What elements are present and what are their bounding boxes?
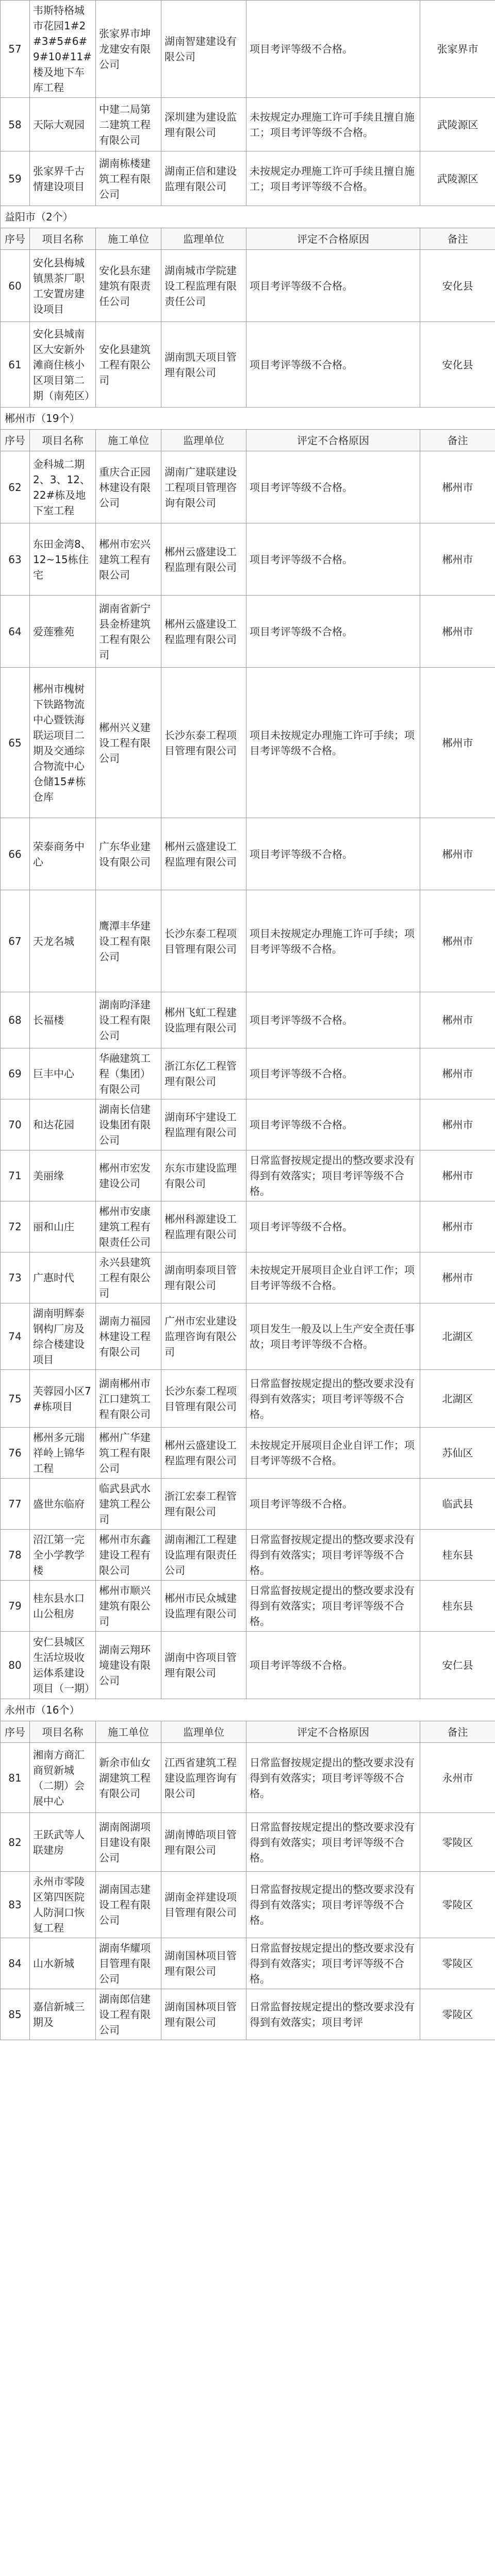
remark-cell: 武陵源区 (420, 151, 495, 206)
table-row (1, 1989, 495, 2040)
remark-cell: 零陵区 (420, 1989, 495, 2040)
table-row (1, 1530, 495, 1581)
contractor-cell: 重庆合正园林建设有限公司 (96, 451, 161, 523)
row-number-cell: 79 (1, 1581, 30, 1632)
row-number-cell: 69 (1, 1048, 30, 1099)
supervisor-cell: 湖南凯天项目管理有限公司 (161, 322, 246, 408)
column-header-reason: 评定不合格原因 (246, 228, 420, 250)
remark-cell: 北湖区 (420, 1370, 495, 1428)
supervisor-cell: 浙江东亿工程管理有限公司 (161, 1048, 246, 1099)
table-row (1, 1428, 495, 1479)
remark-cell: 郴州市 (420, 1201, 495, 1252)
column-header-contractor: 施工单位 (96, 430, 161, 451)
reason-cell: 日常监督按规定提出的整改要求没有得到有效落实；项目考评等级不合格。 (246, 1872, 420, 1938)
supervisor-cell: 长沙东泰工程项目管理有限公司 (161, 668, 246, 818)
project-name-cell: 湖南明辉泰钢构厂房及综合楼建设项目 (30, 1303, 96, 1370)
contractor-cell: 临武县武水建筑工程公司 (96, 1479, 161, 1530)
contractor-cell: 郴州市东鑫建设工程有限公司 (96, 1530, 161, 1581)
table-row (1, 1201, 495, 1252)
row-number-cell: 68 (1, 992, 30, 1048)
row-number-cell: 63 (1, 523, 30, 596)
supervisor-cell: 长沙东泰工程项目管理有限公司 (161, 890, 246, 992)
project-name-cell: 郴州市槐树下铁路物流中心暨铁海联运项目二期及交通综合物流中心仓储15#栋仓库 (30, 668, 96, 818)
contractor-cell: 湖南华耀项目管理有限公司 (96, 1938, 161, 1989)
column-header-remark: 备注 (420, 1721, 495, 1743)
reason-cell: 日常监督按规定提出的整改要求没有得到有效落实；项目考评等级不合格。 (246, 1743, 420, 1813)
supervisor-cell: 湖南湘江工程建设监理有限责任公司 (161, 1530, 246, 1581)
project-name-cell: 永州市零陵区第四医院人防洞口恢复工程 (30, 1872, 96, 1938)
contractor-cell: 湖南长信建设集团有限公司 (96, 1099, 161, 1150)
contractor-cell: 郴州市安康建筑工程有限责任公司 (96, 1201, 161, 1252)
contractor-cell: 安化县东建建筑有限责任公司 (96, 250, 161, 322)
row-number-cell: 67 (1, 890, 30, 992)
contractor-cell: 华融建筑工程（集团）有限公司 (96, 1048, 161, 1099)
project-name-cell: 和达花园 (30, 1099, 96, 1150)
remark-cell: 郴州市 (420, 992, 495, 1048)
supervisor-cell: 广州市宏业建设监理咨询有限公司 (161, 1303, 246, 1370)
row-number-cell: 73 (1, 1252, 30, 1303)
remark-cell: 郴州市 (420, 668, 495, 818)
remark-cell: 郴州市 (420, 1099, 495, 1150)
table-row (1, 1370, 495, 1428)
supervisor-cell: 郴州云盛建设工程监理有限公司 (161, 1428, 246, 1479)
reason-cell: 项目考评等级不合格。 (246, 1479, 420, 1530)
remark-cell: 郴州市 (420, 1150, 495, 1201)
reason-cell: 项目考评等级不合格。 (246, 1048, 420, 1099)
supervisor-cell: 湖南环宇建设工程监理有限公司 (161, 1099, 246, 1150)
column-header-no: 序号 (1, 430, 30, 451)
project-name-cell: 长福楼 (30, 992, 96, 1048)
section-heading: 永州市（16个） (1, 1699, 495, 1721)
reason-cell: 项目考评等级不合格。 (246, 451, 420, 523)
row-number-cell: 58 (1, 98, 30, 151)
reason-cell: 项目未按规定办理施工许可手续；项目考评等级不合格。 (246, 668, 420, 818)
reason-cell: 未按规定办理施工许可手续且擅自施工；项目考评等级不合格。 (246, 151, 420, 206)
column-header-remark: 备注 (420, 430, 495, 451)
row-number-cell: 60 (1, 250, 30, 322)
project-name-cell: 广惠时代 (30, 1252, 96, 1303)
row-number-cell: 85 (1, 1989, 30, 2040)
project-name-cell: 巨丰中心 (30, 1048, 96, 1099)
contractor-cell: 郴州兴义建设工程有限公司 (96, 668, 161, 818)
contractor-cell: 安化县建筑工程有限公司 (96, 322, 161, 408)
reason-cell: 项目考评等级不合格。 (246, 322, 420, 408)
section-heading: 益阳市（2个） (1, 206, 495, 228)
project-name-cell: 安仁县城区生活垃圾收运体系建设项目（一期） (30, 1632, 96, 1699)
remark-cell: 郴州市 (420, 523, 495, 596)
section-heading: 郴州市（19个） (1, 408, 495, 430)
project-name-cell: 韦斯特格城市花园1#2#3#5#6#9#10#11#楼及地下车库工程 (30, 1, 96, 98)
project-name-cell: 郴州多元瑞祥岭上锦华工程 (30, 1428, 96, 1479)
supervisor-cell: 湖南博皓项目管理有限公司 (161, 1813, 246, 1872)
column-header-supervisor: 监理单位 (161, 228, 246, 250)
row-number-cell: 71 (1, 1150, 30, 1201)
supervisor-cell: 郴州云盛建设工程监理有限公司 (161, 596, 246, 668)
remark-cell: 桂东县 (420, 1530, 495, 1581)
contractor-cell: 湖南昀泽建设工程有限公司 (96, 992, 161, 1048)
table-row (1, 1479, 495, 1530)
table-row (1, 523, 495, 596)
row-number-cell: 82 (1, 1813, 30, 1872)
project-name-cell: 爱莲雅苑 (30, 596, 96, 668)
table-row (1, 596, 495, 668)
table-row (1, 151, 495, 206)
reason-cell: 项目考评等级不合格。 (246, 596, 420, 668)
remark-cell: 安化县 (420, 322, 495, 408)
column-header-no: 序号 (1, 228, 30, 250)
table-row (1, 1632, 495, 1699)
remark-cell: 郴州市 (420, 818, 495, 890)
table-row (1, 1872, 495, 1938)
supervisor-cell: 深圳建为建设监理有限公司 (161, 98, 246, 151)
remark-cell: 郴州市 (420, 451, 495, 523)
remark-cell: 北湖区 (420, 1303, 495, 1370)
reason-cell: 日常监督按规定提出的整改要求没有得到有效落实；项目考评等级不合格。 (246, 1938, 420, 1989)
table-row (1, 1813, 495, 1872)
row-number-cell: 59 (1, 151, 30, 206)
reason-cell: 未按规定开展项目企业自评工作；项目考评等级不合格。 (246, 1252, 420, 1303)
row-number-cell: 61 (1, 322, 30, 408)
project-name-cell: 嘉信新城三期及 (30, 1989, 96, 2040)
row-number-cell: 62 (1, 451, 30, 523)
table-row (1, 1581, 495, 1632)
supervisor-cell: 郴州云盛建设工程监理有限公司 (161, 523, 246, 596)
column-header-supervisor: 监理单位 (161, 1721, 246, 1743)
supervisor-cell: 湖南金祥建设项目管理有限公司 (161, 1872, 246, 1938)
supervisor-cell: 湖南中咨项目管理有限公司 (161, 1632, 246, 1699)
reason-cell: 日常监督按规定提出的整改要求没有得到有效落实；项目考评等级不合格。 (246, 1581, 420, 1632)
table-row (1, 322, 495, 408)
project-name-cell: 王跃武等人联建房 (30, 1813, 96, 1872)
reason-cell: 日常监督按规定提出的整改要求没有得到有效落实；项目考评等级不合格。 (246, 1370, 420, 1428)
reason-cell: 项目考评等级不合格。 (246, 1632, 420, 1699)
supervisor-cell: 郴州飞虹工程建设监理有限公司 (161, 992, 246, 1048)
table-row (1, 1, 495, 98)
table-row (1, 1252, 495, 1303)
project-name-cell: 金科城二期2、3、12、22#栋及地下室工程 (30, 451, 96, 523)
remark-cell: 零陵区 (420, 1813, 495, 1872)
column-header-remark: 备注 (420, 228, 495, 250)
contractor-cell: 湖南云翔环境建设有限公司 (96, 1632, 161, 1699)
project-name-cell: 美丽缘 (30, 1150, 96, 1201)
project-name-cell: 沼江第一完全小学教学楼 (30, 1530, 96, 1581)
contractor-cell: 郴州广华建筑工程有限公司 (96, 1428, 161, 1479)
contractor-cell: 湖南阁湖项目建设有限公司 (96, 1813, 161, 1872)
table-row (1, 250, 495, 322)
remark-cell: 郴州市 (420, 1252, 495, 1303)
section-heading-row (1, 206, 495, 228)
table-row (1, 668, 495, 818)
supervisor-cell: 湖南国林项目管理有限公司 (161, 1938, 246, 1989)
table-row (1, 1303, 495, 1370)
table-row (1, 98, 495, 151)
column-header-contractor: 施工单位 (96, 1721, 161, 1743)
reason-cell: 项目考评等级不合格。 (246, 818, 420, 890)
reason-cell: 项目考评等级不合格。 (246, 1201, 420, 1252)
project-name-cell: 东田金湾8、12~15栋住宅 (30, 523, 96, 596)
row-number-cell: 78 (1, 1530, 30, 1581)
contractor-cell: 鹰潭丰华建设工程有限公司 (96, 890, 161, 992)
supervisor-cell: 湖南国林项目管理有限公司 (161, 1989, 246, 2040)
reason-cell: 项目发生一般及以上生产安全责任事故；项目考评等级不合格。 (246, 1303, 420, 1370)
table-row (1, 992, 495, 1048)
contractor-cell: 新余市仙女湖建筑工程有限公司 (96, 1743, 161, 1813)
reason-cell: 日常监督按规定提出的整改要求没有得到有效落实；项目考评等级不合格。 (246, 1813, 420, 1872)
header-row (1, 430, 495, 451)
remark-cell: 零陵区 (420, 1938, 495, 1989)
supervisor-cell: 郴州科源建设工程监理有限公司 (161, 1201, 246, 1252)
contractor-cell: 永兴县建筑工程有限公司 (96, 1252, 161, 1303)
row-number-cell: 74 (1, 1303, 30, 1370)
header-row (1, 228, 495, 250)
project-name-cell: 芙蓉园小区7#栋项目 (30, 1370, 96, 1428)
row-number-cell: 70 (1, 1099, 30, 1150)
project-name-cell: 安化县城南区大安新外滩商住核小区项目第二期（南苑区） (30, 322, 96, 408)
supervisor-cell: 湖南城市学院建设工程监理有限责任公司 (161, 250, 246, 322)
remark-cell: 郴州市 (420, 1048, 495, 1099)
supervisor-cell: 郴州云盛建设工程监理有限公司 (161, 818, 246, 890)
supervisor-cell: 湖南广建联建设工程项目管理咨询有限公司 (161, 451, 246, 523)
column-header-reason: 评定不合格原因 (246, 430, 420, 451)
reason-cell: 项目未按规定办理施工许可手续；项目考评等级不合格。 (246, 890, 420, 992)
table-row (1, 1938, 495, 1989)
column-header-name: 项目名称 (30, 430, 96, 451)
remark-cell: 安仁县 (420, 1632, 495, 1699)
table-row (1, 1099, 495, 1150)
supervisor-cell: 江西省建筑工程建设监理咨询有限公司 (161, 1743, 246, 1813)
row-number-cell: 76 (1, 1428, 30, 1479)
column-header-supervisor: 监理单位 (161, 430, 246, 451)
remark-cell: 临武县 (420, 1479, 495, 1530)
remark-cell: 张家界市 (420, 1, 495, 98)
supervisor-cell: 郴州市民众城建设监理有限公司 (161, 1581, 246, 1632)
header-row (1, 1721, 495, 1743)
reason-cell: 项目考评等级不合格。 (246, 1, 420, 98)
project-name-cell: 天际大观园 (30, 98, 96, 151)
supervisor-cell: 湖南智建建设有限公司 (161, 1, 246, 98)
supervisor-cell: 湖南正信和建设监理有限公司 (161, 151, 246, 206)
project-name-cell: 山水新城 (30, 1938, 96, 1989)
remark-cell: 桂东县 (420, 1581, 495, 1632)
project-name-cell: 湘南方商汇商贸新城（二期）会展中心 (30, 1743, 96, 1813)
column-header-reason: 评定不合格原因 (246, 1721, 420, 1743)
row-number-cell: 77 (1, 1479, 30, 1530)
project-name-cell: 盛世东临府 (30, 1479, 96, 1530)
section-heading-row (1, 408, 495, 430)
table-row (1, 818, 495, 890)
supervisor-cell: 长沙东泰工程项目管理有限公司 (161, 1370, 246, 1428)
project-name-cell: 桂东县水口山公租房 (30, 1581, 96, 1632)
contractor-cell: 广东华业建设有限公司 (96, 818, 161, 890)
table-row (1, 1743, 495, 1813)
contractor-cell: 中建二局第二建筑工程有限公司 (96, 98, 161, 151)
remark-cell: 永州市 (420, 1743, 495, 1813)
reason-cell: 日常监督按规定提出的整改要求没有得到有效落实；项目考评等级不合格。 (246, 1150, 420, 1201)
remark-cell: 郴州市 (420, 890, 495, 992)
row-number-cell: 57 (1, 1, 30, 98)
section-heading-row (1, 1699, 495, 1721)
project-name-cell: 安化县梅城镇黑茶厂职工安置房建设项目 (30, 250, 96, 322)
reason-cell: 项目考评等级不合格。 (246, 523, 420, 596)
contractor-cell: 湖南国志建设工程有限公司 (96, 1872, 161, 1938)
reason-cell: 未按规定办理施工许可手续且擅自施工；项目考评等级不合格。 (246, 98, 420, 151)
remark-cell: 苏仙区 (420, 1428, 495, 1479)
remark-cell: 郴州市 (420, 596, 495, 668)
reason-cell: 日常监督按规定提出的整改要求没有得到有效落实；项目考评 (246, 1989, 420, 2040)
row-number-cell: 66 (1, 818, 30, 890)
row-number-cell: 84 (1, 1938, 30, 1989)
row-number-cell: 65 (1, 668, 30, 818)
table-row (1, 451, 495, 523)
contractor-cell: 湖南郎信建设工程有限公司 (96, 1989, 161, 2040)
reason-cell: 项目考评等级不合格。 (246, 992, 420, 1048)
row-number-cell: 83 (1, 1872, 30, 1938)
column-header-contractor: 施工单位 (96, 228, 161, 250)
remark-cell: 零陵区 (420, 1872, 495, 1938)
remark-cell: 武陵源区 (420, 98, 495, 151)
contractor-cell: 湖南力福园林建设工程有限公司 (96, 1303, 161, 1370)
supervisor-cell: 湖南明泰项目管理有限公司 (161, 1252, 246, 1303)
contractor-cell: 湖南省新宁县金桥建筑工程有限公司 (96, 596, 161, 668)
contractor-cell: 张家界市坤龙建安有限公司 (96, 1, 161, 98)
supervisor-cell: 东东市建设监理有限公司 (161, 1150, 246, 1201)
supervisor-cell: 浙江宏泰工程管理有限公司 (161, 1479, 246, 1530)
contractor-cell: 郴州市宏兴建筑工程有限公司 (96, 523, 161, 596)
row-number-cell: 64 (1, 596, 30, 668)
contractor-cell: 郴州市顺兴建筑有限公司 (96, 1581, 161, 1632)
project-name-cell: 张家界千古情建设项目 (30, 151, 96, 206)
remark-cell: 安化县 (420, 250, 495, 322)
evaluation-table-body (1, 1, 495, 2040)
project-name-cell: 丽和山庄 (30, 1201, 96, 1252)
reason-cell: 项目考评等级不合格。 (246, 250, 420, 322)
reason-cell: 项目考评等级不合格。 (246, 1099, 420, 1150)
project-name-cell: 荣泰商务中心 (30, 818, 96, 890)
row-number-cell: 72 (1, 1201, 30, 1252)
table-row (1, 1150, 495, 1201)
column-header-no: 序号 (1, 1721, 30, 1743)
table-row (1, 1048, 495, 1099)
column-header-name: 项目名称 (30, 228, 96, 250)
reason-cell: 未按规定开展项目企业自评工作；项目考评等级不合格。 (246, 1428, 420, 1479)
contractor-cell: 郴州市宏发建设公司 (96, 1150, 161, 1201)
reason-cell: 日常监督按规定提出的整改要求没有得到有效落实；项目考评等级不合格。 (246, 1530, 420, 1581)
row-number-cell: 75 (1, 1370, 30, 1428)
contractor-cell: 湖南郴州市江口建筑工程有限公司 (96, 1370, 161, 1428)
row-number-cell: 81 (1, 1743, 30, 1813)
contractor-cell: 湖南栋楼建筑工程有限公司 (96, 151, 161, 206)
row-number-cell: 80 (1, 1632, 30, 1699)
project-name-cell: 天龙名城 (30, 890, 96, 992)
table-row (1, 890, 495, 992)
column-header-name: 项目名称 (30, 1721, 96, 1743)
